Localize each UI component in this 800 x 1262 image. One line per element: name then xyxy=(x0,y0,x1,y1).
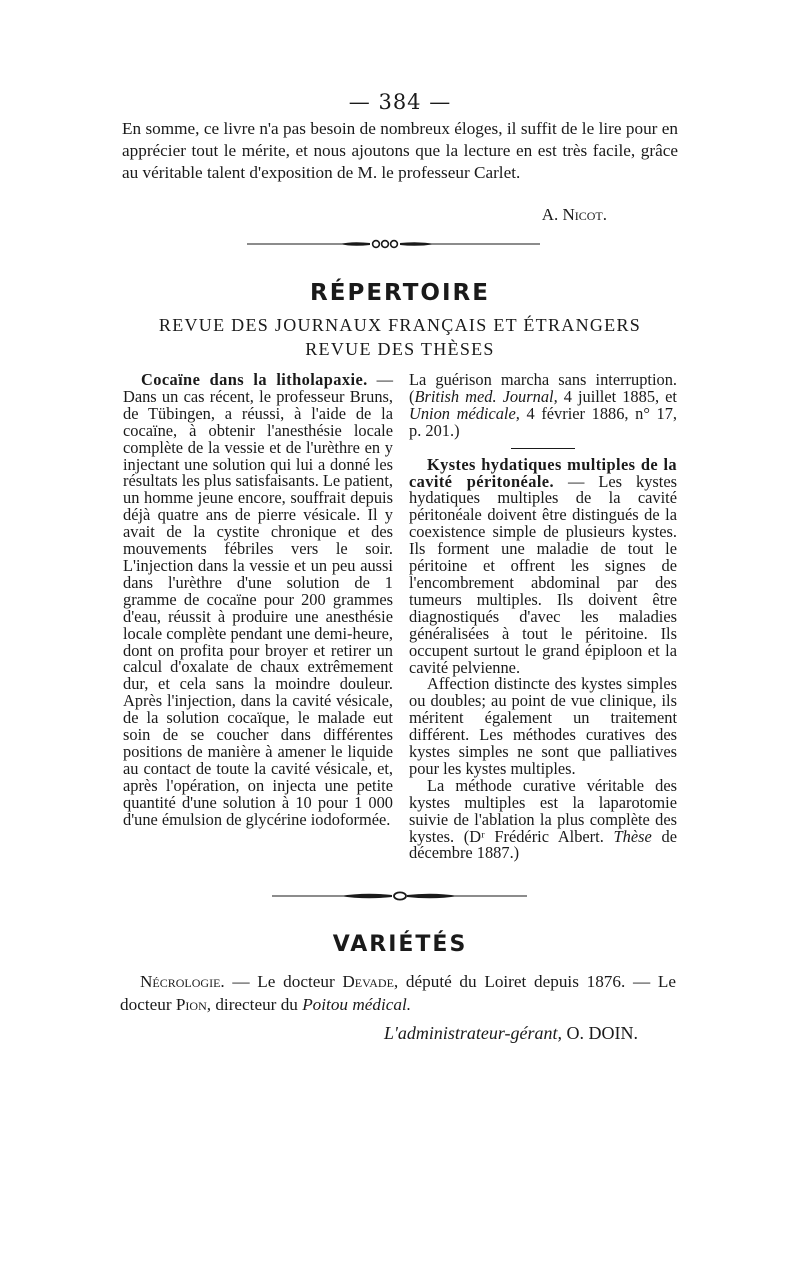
repertoire-subtitle-journaux: REVUE DES JOURNAUX FRANÇAIS ET ÉTRANGERS xyxy=(158,315,642,335)
thesis-label: Thèse xyxy=(613,826,652,846)
source-union-medicale: Union médicale, xyxy=(409,403,520,423)
source-british-journal: British med. Journal, xyxy=(414,386,558,406)
right-column xyxy=(409,372,677,862)
entry-divider xyxy=(511,448,575,449)
cocaine-continuation xyxy=(409,372,677,440)
intro-text: En somme, ce livre n'a pas besoin de nombreux éloges, il suffit de le lire pour en apprécier tout le mérite, et nous ajoutons que la lecture en est très facile, grâce au véritable talent d'exposition de M. le professeur Carlet. xyxy=(122,119,678,182)
cocaine-entry xyxy=(123,372,393,828)
continuation-end: 4 février 1886, n° 17, p. 201.) xyxy=(409,403,677,440)
kystes-paragraph-1: — Les kystes hydatiques multiples de la cavité péritonéale doivent être distingués de la coexistence simple de plusieurs kystes. Ils forment une maladie de tout le péritoine et offrent les signes de l'encombrement abdominal par des tumeurs multiples. Ils doivent être diagnostiqués d'avec les maladies généralisées à tout le péritoine. Ils occupent surtout le grand épiploon et la cavité pelvienne. xyxy=(409,471,677,677)
kystes-paragraph-3-text: La méthode curative véritable des kystes multiples est la laparotomie suivie de l'ablation la plus complète des kystes. (Dʳ Frédéric Albert. xyxy=(409,775,677,846)
repertoire-title: RÉPERTOIRE xyxy=(310,280,490,306)
ornament-rule-bottom xyxy=(0,890,800,902)
admin-label: L'administrateur-gérant, xyxy=(384,1023,562,1043)
necrologie-name-devade: Devade xyxy=(342,972,394,991)
cocaine-entry-text: — Dans un cas récent, le professeur Bruns, de Tübingen, a réussi, à l'aide de la cocaïne, à obtenir l'anesthésie locale complète de la vessie et de l'urèthre en y injectant une solution qui lui a donné les résultats les plus satisfaisants. Le patient, un homme jeune encore, souffrait depuis déjà quatre ans de pierre vésicale. Il y avait de la cystite chronique et des mouvements fébriles vers le soir. L'injection dans la vessie et un peu aussi dans l'urèthre d'une solution de 1 gramme de cocaïne pour 200 grammes d'eau, réussit à produire une anesthésie locale complète pendant une demi-heure, dont on profita pour broyer et retirer un calcul d'oxalate de chaux extrêmement dur, et cela sans la moindre douleur. Après l'injection, dans la cavité vésicale, de la solution cocaïque, le malade eut soin de se coucher dans différentes positions de manière à amener le liquide au contact de toute la cavité vésicale, et, après l'opération, on injecta une petite quantité d'une solution à 10 pour 1 000 d'une émulsion de glycérine iodoformée. xyxy=(123,370,393,829)
left-column xyxy=(123,372,393,828)
necrologie-text-1: — Le docteur xyxy=(224,972,343,991)
necrologie-name-pion: Pion xyxy=(175,995,207,1014)
necrologie-text-2: , député du Loiret depuis 1876. — Le docteur xyxy=(120,972,676,1014)
necrologie-label: Nécrologie. xyxy=(140,972,225,991)
intro-signature: A. Nicot. xyxy=(541,205,607,224)
kystes-entry xyxy=(409,454,677,677)
cocaine-entry-title: Cocaïne dans la litholapaxie. xyxy=(141,370,368,389)
kystes-entry-title: Kystes hydatiques multiples de la cavité péritonéale. xyxy=(409,454,677,491)
administrator-signature xyxy=(300,1023,638,1044)
repertoire-subtitle-theses: REVUE DES THÈSES xyxy=(305,339,495,359)
kystes-paragraph-2: Affection distincte des kystes simples ou doubles; au point de vue clinique, ils méritent également un traitement différent. Les méthodes curatives des kystes simples ne sont que palliatives pour les kystes multiples. xyxy=(409,674,677,778)
ornament-rule-top xyxy=(0,238,800,250)
continuation-text: La guérison marcha sans interruption. ( xyxy=(409,370,677,406)
admin-name: O. DOIN. xyxy=(562,1023,638,1043)
intro-paragraph xyxy=(122,118,678,184)
kystes-paragraph-3 xyxy=(409,775,677,863)
page-number: — 384 — xyxy=(348,90,452,114)
thesis-date: de décembre 1887.) xyxy=(409,826,677,863)
necrologie-journal: Poitou médical. xyxy=(302,995,412,1014)
necrologie-text-3: , directeur du xyxy=(206,995,303,1014)
continuation-mid: 4 juillet 1885, et xyxy=(557,386,677,406)
varietes-title: VARIÉTÉS xyxy=(332,932,468,957)
necrologie-paragraph xyxy=(120,970,676,1016)
